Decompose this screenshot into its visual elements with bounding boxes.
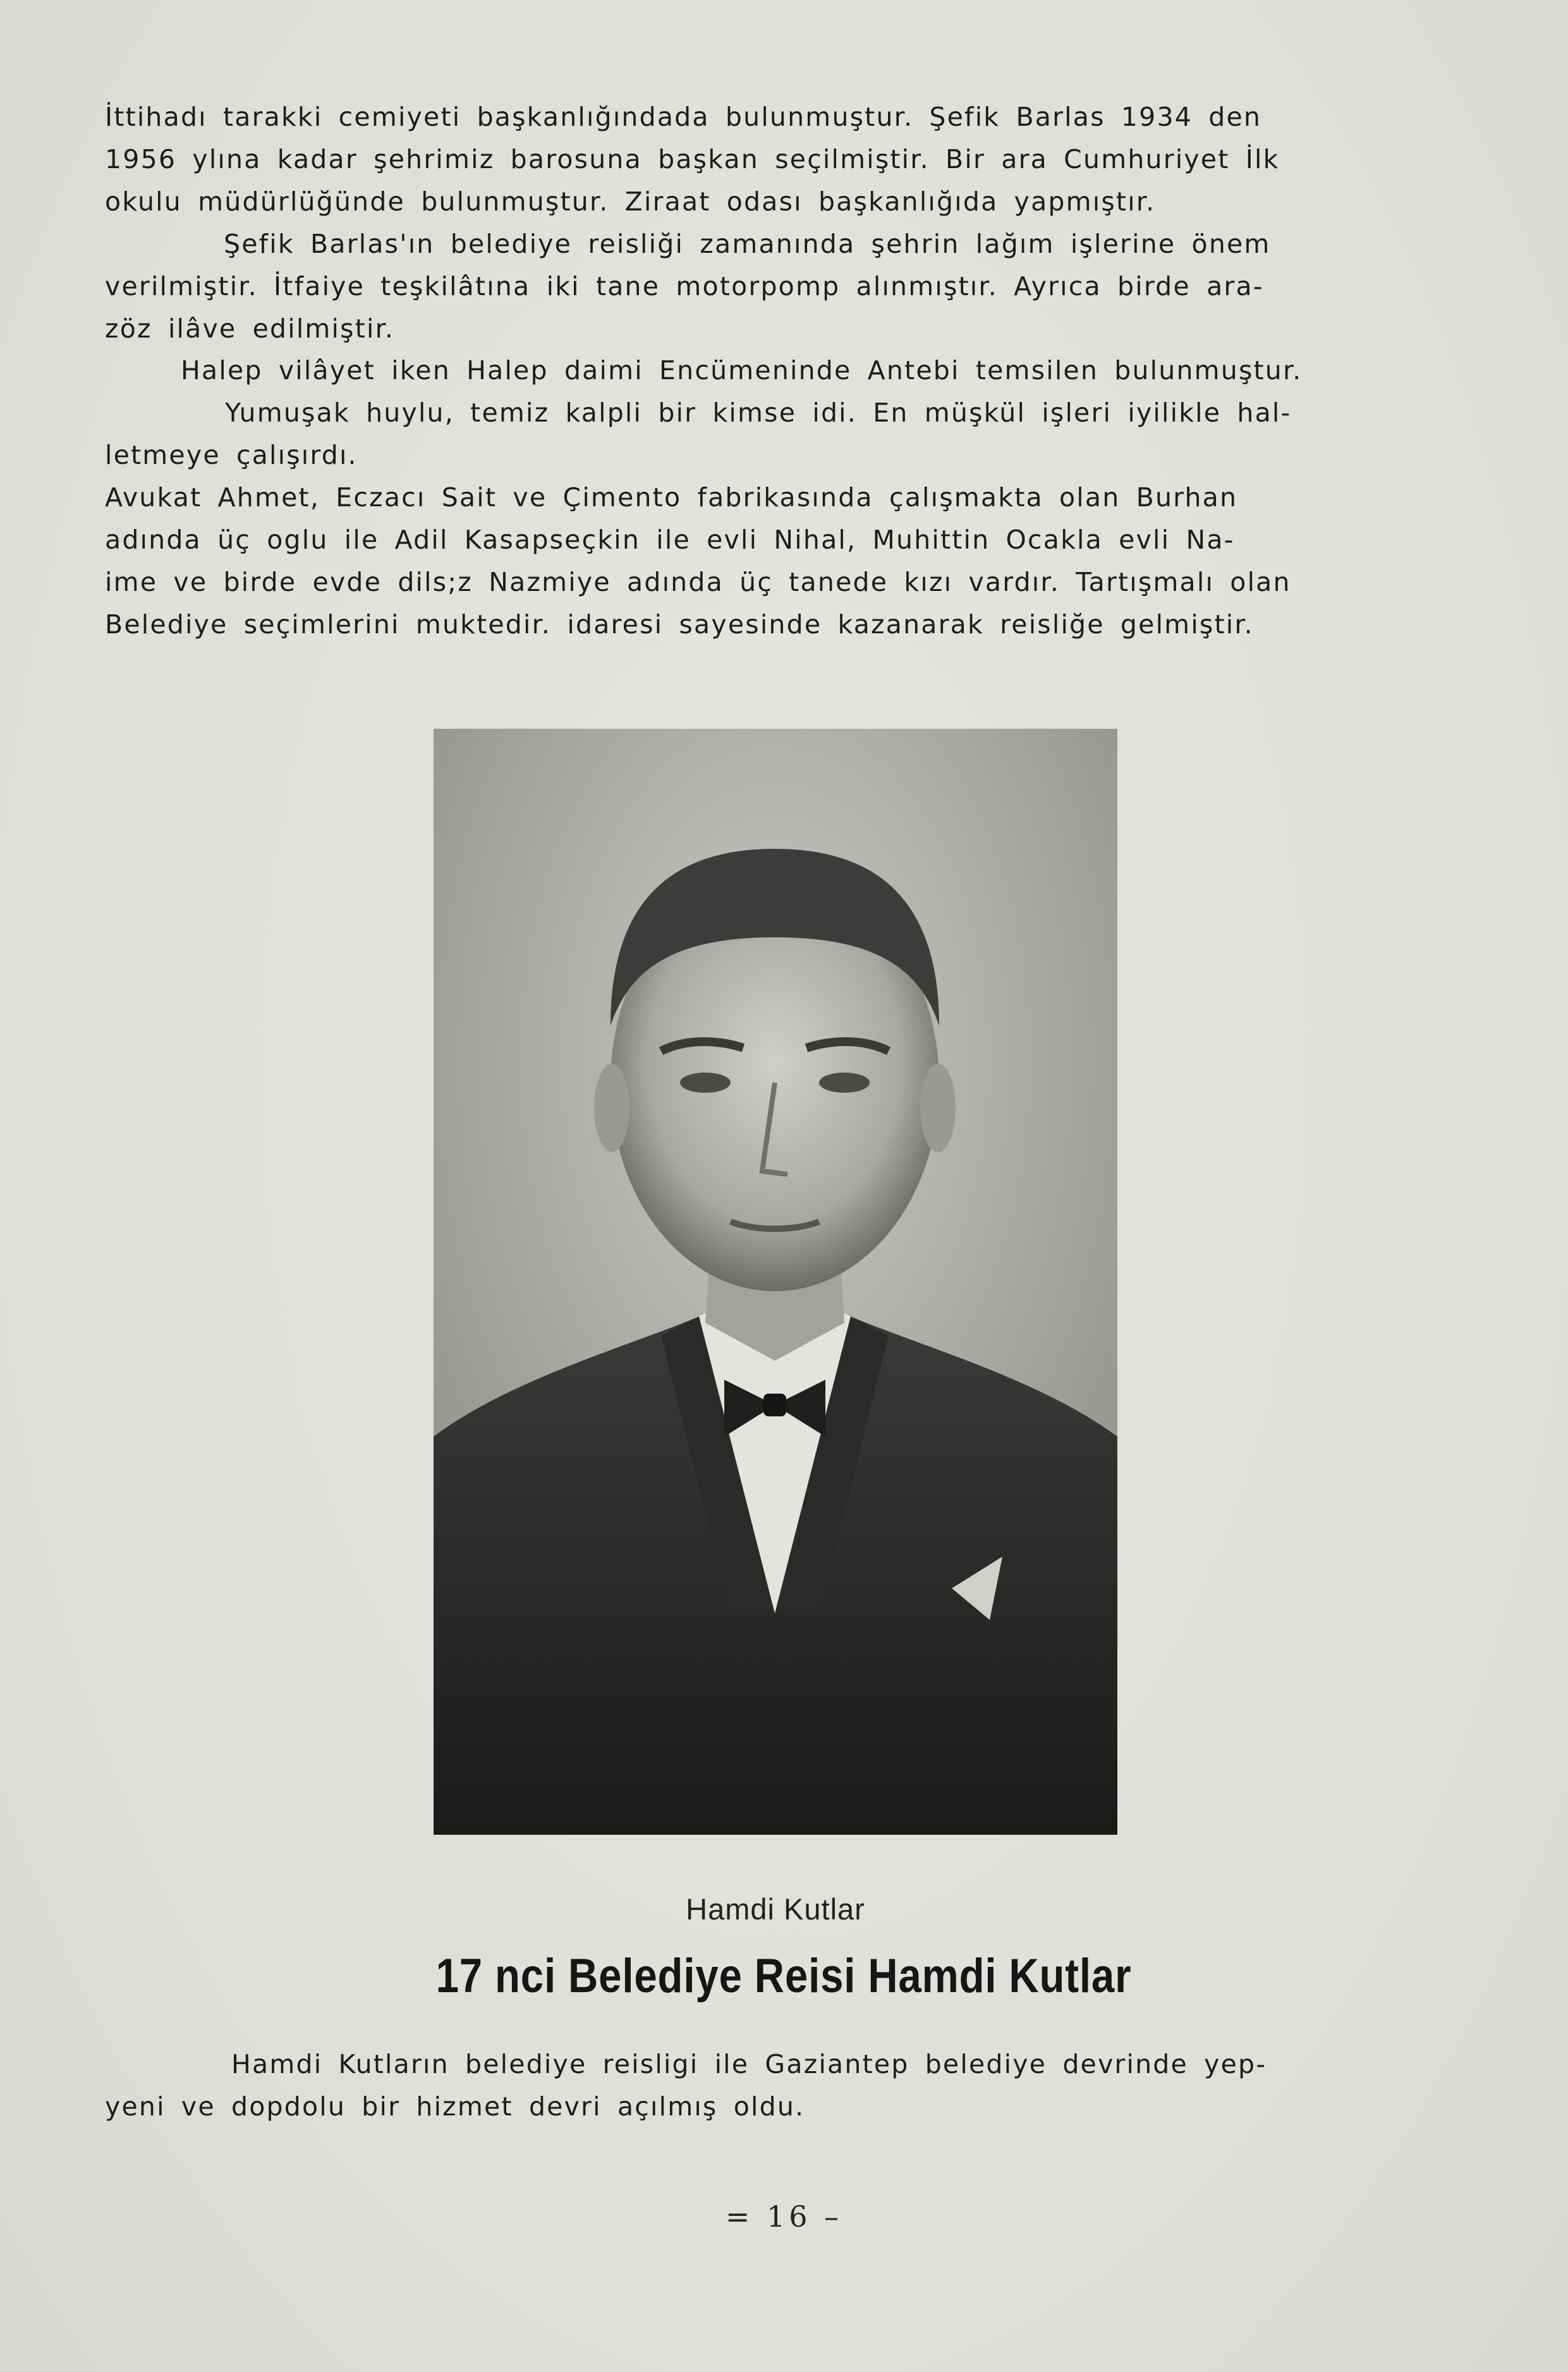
text-line: okulu müdürlüğünde bulunmuştur. Ziraat odası başkanlığıda yapmıştır. xyxy=(105,186,1156,217)
text-line: Şefik Barlas'ın belediye reisliği zamanında şehrin lağım işlerine önem xyxy=(224,229,1271,259)
text-line: 1956 ylına kadar şehrimiz barosuna başkan seçilmiştir. Bir ara Cumhuriyet İlk xyxy=(105,144,1280,174)
text-line: Yumuşak huylu, temiz kalpli bir kimse idi. En müşkül işleri iyilikle hal- xyxy=(225,398,1292,428)
text-line: Halep vilâyet iken Halep daimi Encümeninde Antebi temsilen bulunmuştur. xyxy=(181,355,1303,386)
text-line: letmeye çalışırdı. xyxy=(105,440,358,470)
text-line: verilmiştir. İtfaiye teşkilâtına iki tane motorpomp alınmıştır. Ayrıca birde ara- xyxy=(105,271,1264,301)
text-line: zöz ilâve edilmiştir. xyxy=(105,313,395,344)
photo-caption: Hamdi Kutlar xyxy=(686,1892,865,1926)
page-number: = 16 – xyxy=(725,2199,843,2234)
portrait-photo xyxy=(434,729,1117,1835)
portrait-illustration xyxy=(434,729,1117,1835)
paragraph-mayoral-works xyxy=(105,223,1437,350)
text-line: Avukat Ahmet, Eczacı Sait ve Çimento fabrikasında çalışmakta olan Burhan xyxy=(105,482,1238,513)
text-line: ime ve birde evde dils;z Nazmiye adında üç tanede kızı vardır. Tartışmalı olan xyxy=(105,567,1291,597)
paragraph-character xyxy=(105,392,1437,477)
paragraph-sefik-barlas-career xyxy=(105,96,1437,223)
paragraph-halep xyxy=(105,350,1437,392)
paragraph-family xyxy=(105,477,1437,646)
section-heading: 17 nci Belediye Reisi Hamdi Kutlar xyxy=(435,1949,1132,2003)
text-line: Hamdi Kutların belediye reisligi ile Gaziantep belediye devrinde yep- xyxy=(231,2049,1267,2079)
text-line: yeni ve dopdolu bir hizmet devri açılmış oldu. xyxy=(105,2091,805,2122)
text-line: adında üç oglu ile Adil Kasapseçkin ile evli Nihal, Muhittin Ocakla evli Na- xyxy=(105,525,1235,555)
text-line: Belediye seçimlerini muktedir. idaresi sayesinde kazanarak reisliğe gelmiştir. xyxy=(105,609,1254,640)
paragraph-hamdi-kutlar xyxy=(105,2043,1437,2128)
text-line: İttihadı tarakki cemiyeti başkanlığındada bulunmuştur. Şefik Barlas 1934 den xyxy=(105,102,1262,132)
